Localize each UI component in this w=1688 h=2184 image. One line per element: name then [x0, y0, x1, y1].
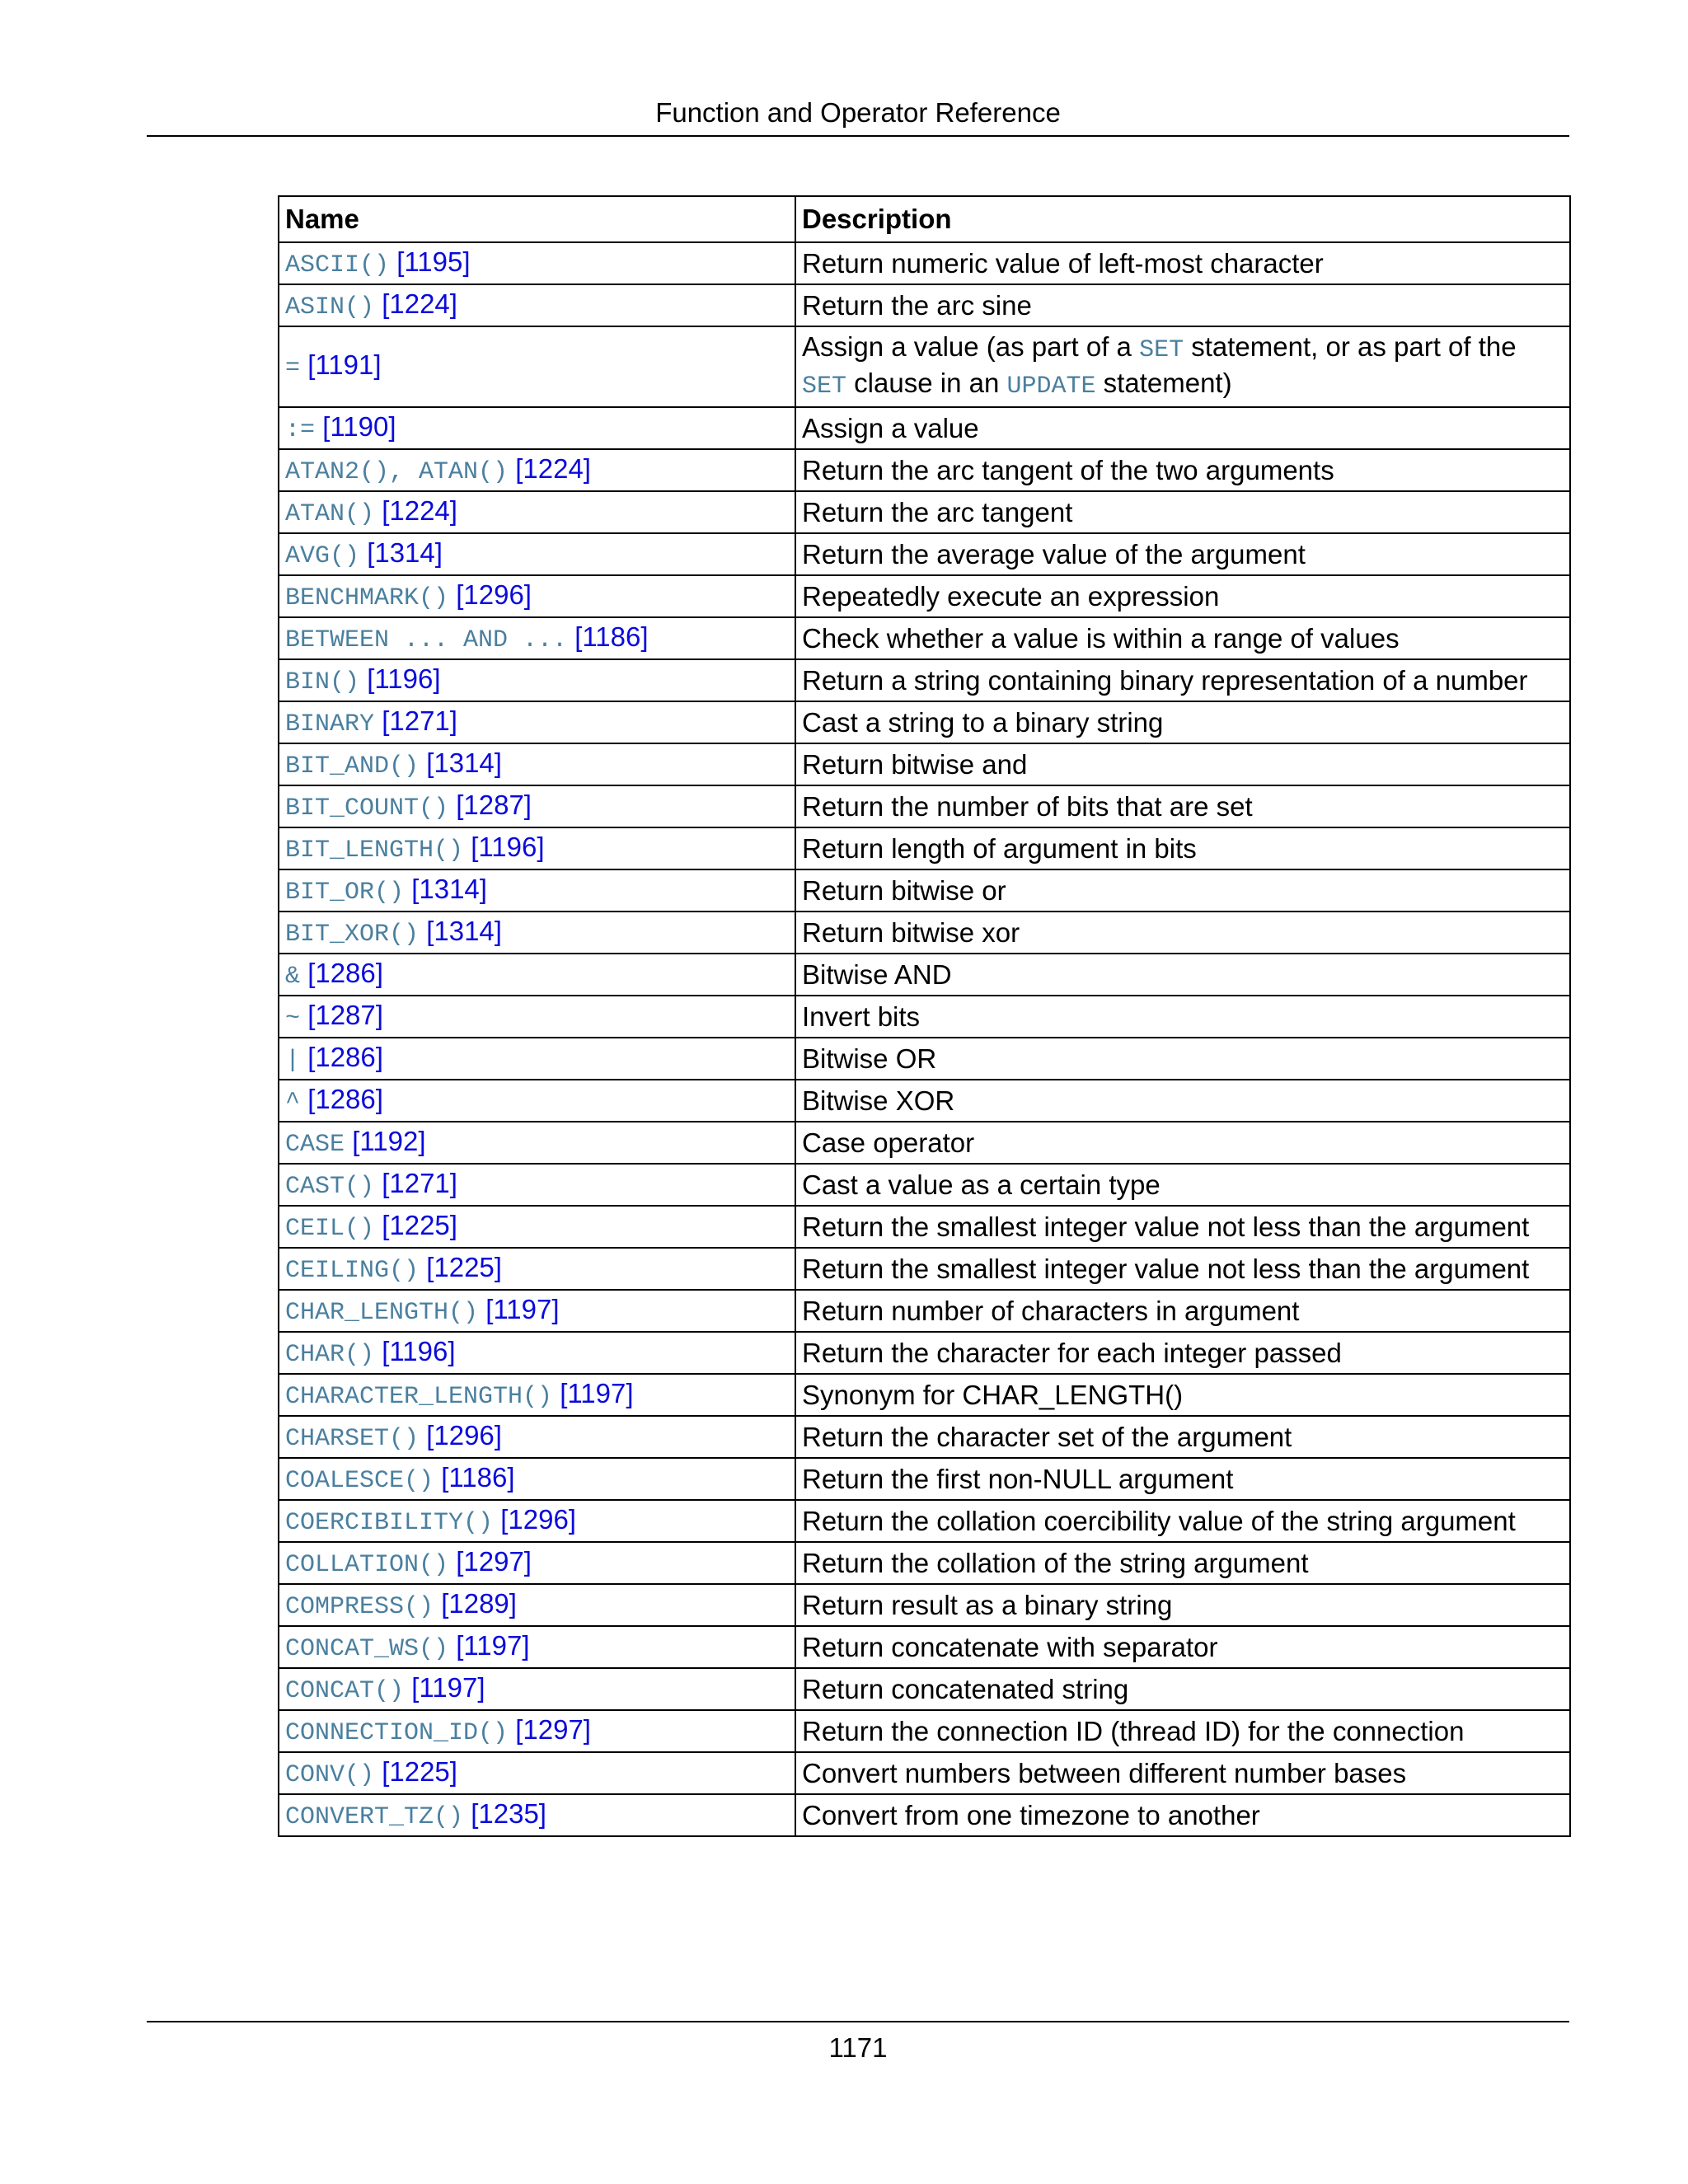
- description-cell: Return concatenate with separator: [795, 1626, 1570, 1668]
- description-cell: Return the character for each integer passed: [795, 1332, 1570, 1374]
- function-name-link[interactable]: CHAR_LENGTH(): [285, 1298, 479, 1327]
- table-row: [279, 1668, 1570, 1710]
- table-row: [279, 575, 1570, 617]
- function-name-cell: [279, 1626, 795, 1668]
- description-cell: Return the connection ID (thread ID) for the connection: [795, 1710, 1570, 1752]
- function-name-cell: [279, 449, 795, 491]
- description-cell: Return length of argument in bits: [795, 827, 1570, 869]
- function-name-link[interactable]: COLLATION(): [285, 1550, 449, 1579]
- description-cell: Return the first non-NULL argument: [795, 1458, 1570, 1500]
- function-name-cell: [279, 1122, 795, 1164]
- function-name-link[interactable]: CAST(): [285, 1172, 375, 1201]
- description-cell: Return numeric value of left-most character: [795, 242, 1570, 284]
- table-row: [279, 827, 1570, 869]
- description-cell: Return the arc tangent of the two arguments: [795, 449, 1570, 491]
- page-reference-link[interactable]: [1195]: [396, 246, 471, 277]
- description-cell: Return the character set of the argument: [795, 1416, 1570, 1458]
- description-cell: Bitwise AND: [795, 954, 1570, 996]
- description-text: statement): [1095, 368, 1232, 398]
- table-row: [279, 1794, 1570, 1836]
- description-cell: Assign a value: [795, 407, 1570, 449]
- function-name-link[interactable]: BENCHMARK(): [285, 583, 449, 612]
- function-name-cell: [279, 701, 795, 743]
- description-cell: Cast a string to a binary string: [795, 701, 1570, 743]
- function-name-cell: [279, 1248, 795, 1290]
- table-body: [279, 242, 1570, 1836]
- page-reference-link[interactable]: [1225]: [382, 1209, 457, 1240]
- description-cell: Return a string containing binary representation of a number: [795, 659, 1570, 701]
- function-name-link[interactable]: :=: [285, 415, 316, 444]
- description-cell: [795, 326, 1570, 407]
- table-row: [279, 491, 1570, 533]
- function-name-cell: [279, 1794, 795, 1836]
- table-row: [279, 1752, 1570, 1794]
- page-reference-link[interactable]: [1314]: [367, 537, 443, 568]
- function-name-cell: [279, 1500, 795, 1542]
- function-name-link[interactable]: CHARSET(): [285, 1424, 420, 1453]
- page-reference-link[interactable]: [1314]: [411, 873, 487, 904]
- function-name-link[interactable]: CEIL(): [285, 1214, 375, 1243]
- function-name-link[interactable]: ASCII(): [285, 251, 390, 279]
- description-cell: Convert from one timezone to another: [795, 1794, 1570, 1836]
- table-row: [279, 912, 1570, 954]
- description-column-header: Description: [795, 196, 1570, 242]
- table-row: [279, 1038, 1570, 1080]
- function-name-link[interactable]: CEILING(): [285, 1256, 420, 1285]
- function-name-cell: [279, 1038, 795, 1080]
- description-cell: Return the collation coercibility value of the string argument: [795, 1500, 1570, 1542]
- function-name-link[interactable]: CASE: [285, 1130, 345, 1159]
- page-reference-link[interactable]: [1271]: [382, 705, 457, 736]
- page-reference-link[interactable]: [1192]: [352, 1125, 426, 1156]
- table-row: [279, 743, 1570, 785]
- table-row: [279, 284, 1570, 326]
- function-name-link[interactable]: BIT_LENGTH(): [285, 836, 464, 865]
- page-reference-link[interactable]: [1197]: [560, 1377, 634, 1408]
- table-row: [279, 449, 1570, 491]
- function-name-cell: [279, 659, 795, 701]
- page-reference-link[interactable]: [1191]: [307, 349, 382, 380]
- function-name-link[interactable]: BIT_OR(): [285, 878, 405, 907]
- table-row: [279, 1206, 1570, 1248]
- table-row: [279, 1080, 1570, 1122]
- table-row: [279, 1500, 1570, 1542]
- page-reference-link[interactable]: [1314]: [426, 915, 502, 946]
- table-row: [279, 1290, 1570, 1332]
- function-name-cell: [279, 242, 795, 284]
- function-name-cell: [279, 575, 795, 617]
- page-number: 1171: [828, 2032, 888, 2063]
- page-reference-link[interactable]: [1296]: [426, 1419, 502, 1451]
- function-name-cell: [279, 1332, 795, 1374]
- function-name-link[interactable]: BIT_AND(): [285, 752, 420, 780]
- description-cell: Return result as a binary string: [795, 1584, 1570, 1626]
- function-name-cell: [279, 617, 795, 659]
- description-text: Assign a value (as part of a: [802, 331, 1140, 362]
- function-name-link[interactable]: ATAN(): [285, 499, 375, 528]
- description-cell: Return the arc tangent: [795, 491, 1570, 533]
- page-reference-link[interactable]: [1225]: [382, 1755, 457, 1787]
- description-cell: Check whether a value is within a range of values: [795, 617, 1570, 659]
- page-reference-link[interactable]: [1196]: [471, 831, 545, 862]
- function-name-cell: [279, 954, 795, 996]
- description-cell: Case operator: [795, 1122, 1570, 1164]
- function-name-cell: [279, 1710, 795, 1752]
- page-reference-link[interactable]: [1196]: [367, 663, 441, 694]
- page-reference-link[interactable]: [1286]: [307, 1083, 383, 1114]
- function-name-cell: [279, 491, 795, 533]
- table-row: [279, 1458, 1570, 1500]
- function-name-link[interactable]: AVG(): [285, 541, 360, 570]
- function-name-link[interactable]: CHARACTER_LENGTH(): [285, 1382, 553, 1411]
- description-cell: Return number of characters in argument: [795, 1290, 1570, 1332]
- table-row: [279, 407, 1570, 449]
- function-name-cell: [279, 1374, 795, 1416]
- function-name-cell: [279, 1416, 795, 1458]
- function-name-cell: [279, 1542, 795, 1584]
- page-reference-link[interactable]: [1286]: [307, 957, 383, 988]
- function-name-cell: [279, 407, 795, 449]
- function-name-link[interactable]: BETWEEN ... AND ...: [285, 626, 568, 654]
- table-row: [279, 326, 1570, 407]
- table-row: [279, 1122, 1570, 1164]
- function-name-cell: [279, 1668, 795, 1710]
- table-row: [279, 1542, 1570, 1584]
- page-reference-link[interactable]: [1197]: [411, 1671, 485, 1703]
- table-row: [279, 1332, 1570, 1374]
- function-name-link[interactable]: ~: [285, 1004, 301, 1033]
- description-cell: Return bitwise xor: [795, 912, 1570, 954]
- function-name-cell: [279, 827, 795, 869]
- function-name-cell: [279, 326, 795, 407]
- sql-keyword[interactable]: SET: [1139, 336, 1184, 364]
- page-reference-link[interactable]: [1224]: [515, 452, 591, 484]
- table-row: [279, 954, 1570, 996]
- table-row: [279, 659, 1570, 701]
- page-reference-link[interactable]: [1224]: [382, 494, 457, 526]
- function-name-link[interactable]: BIN(): [285, 668, 360, 696]
- description-cell: Convert numbers between different number bases: [795, 1752, 1570, 1794]
- table-row: [279, 1164, 1570, 1206]
- page-reference-link[interactable]: [1287]: [456, 789, 532, 820]
- function-name-cell: [279, 996, 795, 1038]
- page-header: Function and Operator Reference: [655, 97, 1061, 128]
- page-reference-link[interactable]: [1271]: [382, 1167, 457, 1198]
- description-cell: Return bitwise or: [795, 869, 1570, 912]
- table-row: [279, 1416, 1570, 1458]
- description-text: statement, or as part of the: [1184, 331, 1517, 362]
- table-row: [279, 617, 1570, 659]
- function-name-link[interactable]: CONCAT(): [285, 1676, 405, 1705]
- function-name-cell: [279, 912, 795, 954]
- table-row: [279, 996, 1570, 1038]
- function-name-link[interactable]: ^: [285, 1088, 301, 1117]
- function-name-link[interactable]: CONCAT_WS(): [285, 1634, 449, 1663]
- function-name-link[interactable]: COMPRESS(): [285, 1592, 434, 1621]
- description-cell: Return bitwise and: [795, 743, 1570, 785]
- description-cell: Invert bits: [795, 996, 1570, 1038]
- description-cell: Return the collation of the string argument: [795, 1542, 1570, 1584]
- description-cell: Return the smallest integer value not less than the argument: [795, 1206, 1570, 1248]
- page-reference-link[interactable]: [1235]: [471, 1797, 546, 1829]
- function-name-cell: [279, 1752, 795, 1794]
- function-name-cell: [279, 1164, 795, 1206]
- function-name-link[interactable]: =: [285, 354, 301, 382]
- description-cell: Return concatenated string: [795, 1668, 1570, 1710]
- page-reference-link[interactable]: [1286]: [307, 1041, 383, 1072]
- page-reference-link[interactable]: [1314]: [426, 747, 502, 778]
- function-name-cell: [279, 785, 795, 827]
- function-name-link[interactable]: ATAN2(), ATAN(): [285, 457, 509, 486]
- table-row: [279, 701, 1570, 743]
- function-name-link[interactable]: BIT_XOR(): [285, 920, 420, 949]
- function-name-cell: [279, 1290, 795, 1332]
- description-cell: Cast a value as a certain type: [795, 1164, 1570, 1206]
- function-name-link[interactable]: CONVERT_TZ(): [285, 1802, 464, 1831]
- table-row: [279, 533, 1570, 575]
- sql-keyword[interactable]: SET: [802, 373, 847, 401]
- table-row: [279, 242, 1570, 284]
- table-row: [279, 869, 1570, 912]
- function-name-link[interactable]: BIT_COUNT(): [285, 794, 449, 823]
- page-reference-link[interactable]: [1196]: [382, 1335, 456, 1366]
- description-cell: Return the smallest integer value not less than the argument: [795, 1248, 1570, 1290]
- description-cell: Bitwise XOR: [795, 1080, 1570, 1122]
- table-row: [279, 1248, 1570, 1290]
- page-reference-link[interactable]: [1186]: [441, 1461, 515, 1493]
- function-name-cell: [279, 1458, 795, 1500]
- function-name-link[interactable]: |: [285, 1046, 301, 1075]
- function-name-link[interactable]: COERCIBILITY(): [285, 1508, 494, 1537]
- function-name-cell: [279, 1584, 795, 1626]
- function-name-link[interactable]: CHAR(): [285, 1340, 375, 1369]
- description-text: clause in an: [846, 368, 1007, 398]
- table-row: [279, 1374, 1570, 1416]
- function-name-link[interactable]: COALESCE(): [285, 1466, 434, 1495]
- description-cell: Synonym for CHAR_LENGTH(): [795, 1374, 1570, 1416]
- function-name-link[interactable]: CONV(): [285, 1760, 375, 1789]
- function-name-cell: [279, 284, 795, 326]
- page-reference-link[interactable]: [1190]: [322, 410, 396, 442]
- function-reference-table: [278, 195, 1571, 1837]
- page-reference-link[interactable]: [1296]: [500, 1503, 576, 1535]
- page-reference-link[interactable]: [1197]: [485, 1293, 560, 1324]
- description-cell: Bitwise OR: [795, 1038, 1570, 1080]
- footer-rule: [147, 2021, 1569, 2022]
- page-reference-link[interactable]: [1297]: [515, 1713, 591, 1745]
- page-reference-link[interactable]: [1287]: [307, 999, 383, 1030]
- function-name-cell: [279, 533, 795, 575]
- function-name-cell: [279, 743, 795, 785]
- page-reference-link[interactable]: [1225]: [426, 1251, 502, 1282]
- description-cell: Return the average value of the argument: [795, 533, 1570, 575]
- name-column-header: Name: [279, 196, 795, 242]
- table-row: [279, 785, 1570, 827]
- description-cell: Repeatedly execute an expression: [795, 575, 1570, 617]
- page-reference-link[interactable]: [1289]: [441, 1587, 517, 1619]
- page-reference-link[interactable]: [1224]: [382, 288, 457, 319]
- description-cell: Return the number of bits that are set: [795, 785, 1570, 827]
- table-row: [279, 1626, 1570, 1668]
- function-name-cell: [279, 869, 795, 912]
- function-name-cell: [279, 1206, 795, 1248]
- function-name-cell: [279, 1080, 795, 1122]
- sql-keyword[interactable]: UPDATE: [1006, 373, 1096, 401]
- table-row: [279, 1584, 1570, 1626]
- page-reference-link[interactable]: [1186]: [574, 621, 649, 652]
- description-cell: Return the arc sine: [795, 284, 1570, 326]
- page-reference-link[interactable]: [1197]: [456, 1629, 530, 1661]
- function-name-link[interactable]: ASIN(): [285, 293, 375, 321]
- function-name-link[interactable]: &: [285, 962, 301, 991]
- table-row: [279, 1710, 1570, 1752]
- function-name-link[interactable]: CONNECTION_ID(): [285, 1718, 509, 1747]
- table-header-row: [279, 196, 1570, 242]
- page-reference-link[interactable]: [1296]: [456, 579, 532, 610]
- header-rule: [147, 135, 1569, 137]
- function-name-link[interactable]: BINARY: [285, 710, 375, 738]
- page-reference-link[interactable]: [1297]: [456, 1545, 532, 1577]
